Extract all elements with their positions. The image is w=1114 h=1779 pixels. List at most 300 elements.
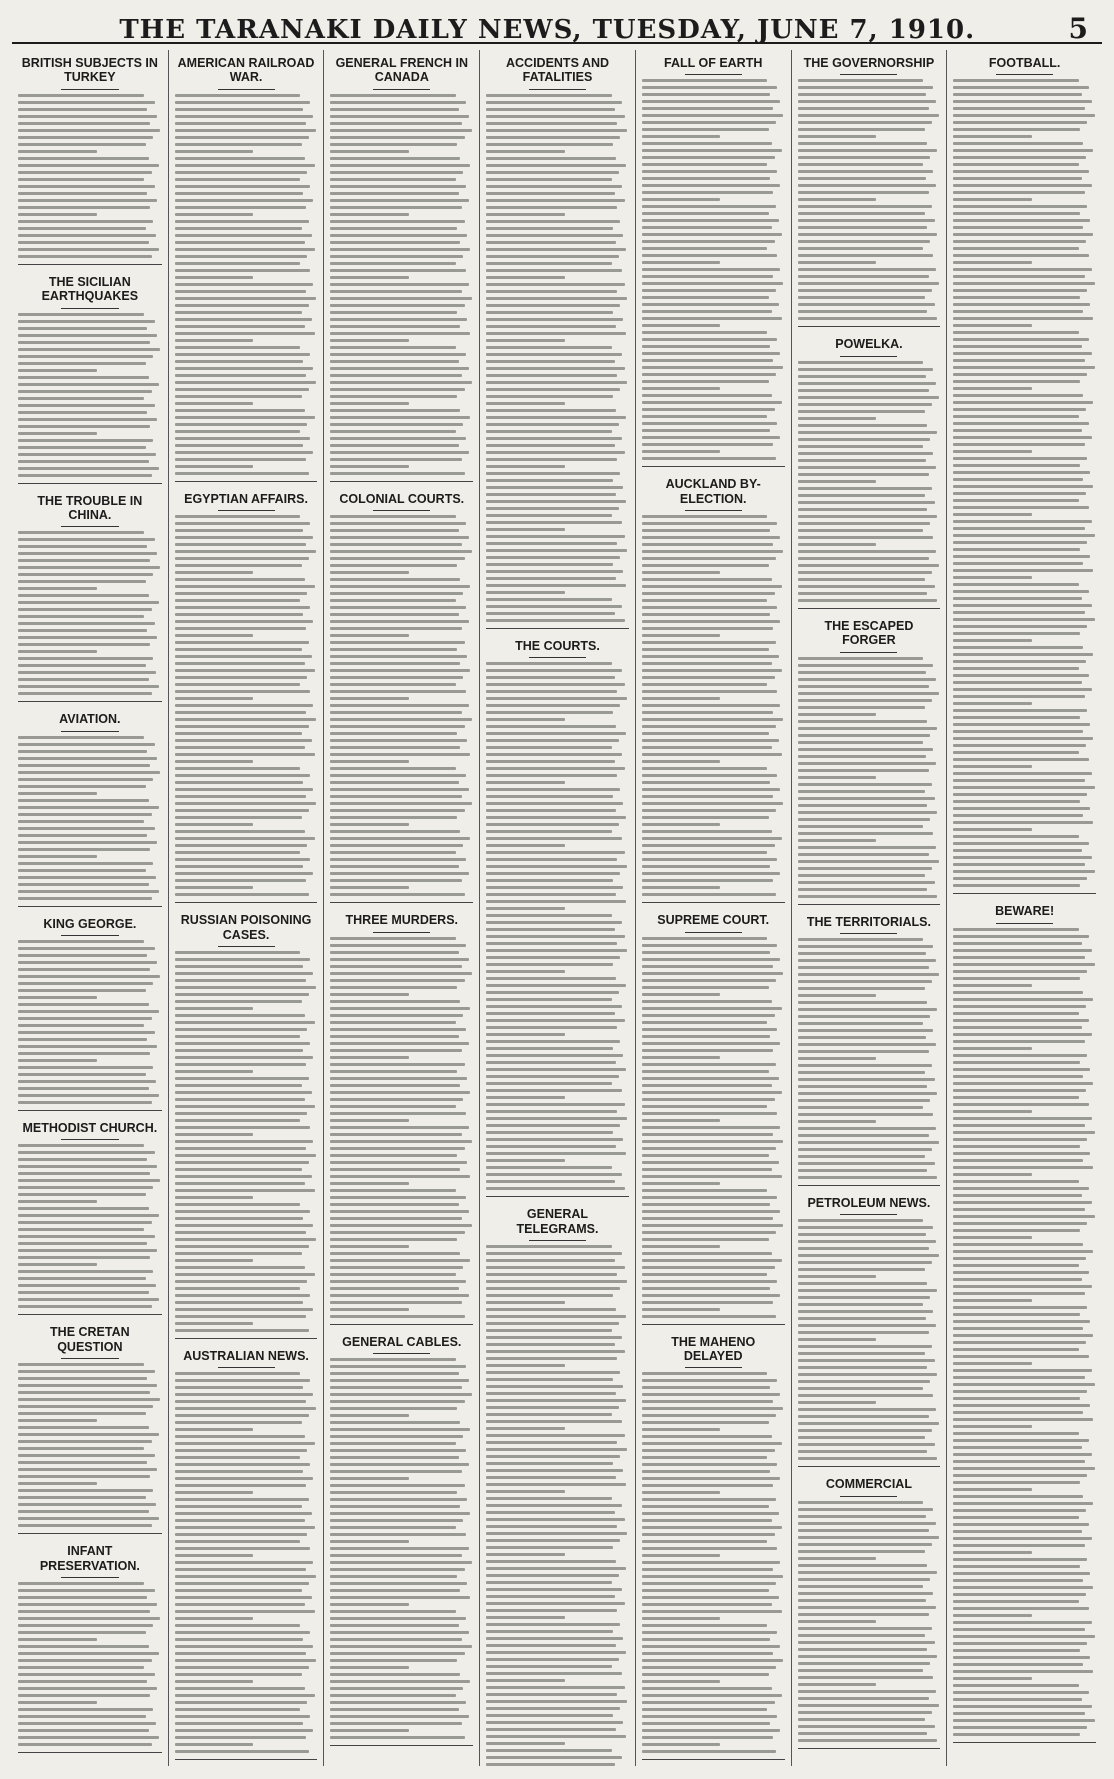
text-line xyxy=(175,1245,309,1248)
text-line xyxy=(330,1168,460,1171)
text-line xyxy=(175,1231,306,1234)
text-line xyxy=(486,1357,617,1360)
text-line xyxy=(798,1429,932,1432)
text-line xyxy=(175,648,302,651)
text-line xyxy=(486,879,613,882)
text-line xyxy=(486,584,626,587)
text-line xyxy=(798,282,939,285)
text-line xyxy=(330,437,466,440)
text-line xyxy=(642,1231,776,1234)
text-line xyxy=(18,1094,159,1097)
text-line xyxy=(175,1631,311,1634)
text-line xyxy=(175,1203,301,1206)
text-line xyxy=(330,844,463,847)
text-line xyxy=(642,641,776,644)
text-line xyxy=(18,1489,153,1492)
text-line xyxy=(18,608,152,611)
text-line xyxy=(486,1413,612,1416)
text-line xyxy=(18,1524,152,1527)
text-line xyxy=(486,1693,617,1696)
text-line xyxy=(486,1532,627,1535)
text-line xyxy=(642,1736,773,1739)
text-line xyxy=(798,1697,929,1700)
text-line xyxy=(642,1168,772,1171)
text-line xyxy=(175,1259,253,1262)
article-separator xyxy=(330,902,473,903)
text-line xyxy=(798,1571,938,1574)
text-line xyxy=(18,397,144,400)
article xyxy=(642,913,785,1324)
text-line xyxy=(798,727,938,730)
article xyxy=(18,917,162,1111)
text-line xyxy=(953,1719,1094,1722)
text-line xyxy=(798,1655,938,1658)
text-line xyxy=(642,422,778,425)
text-line xyxy=(18,446,146,449)
text-line xyxy=(642,380,769,383)
text-line xyxy=(798,1718,925,1721)
text-line xyxy=(953,1663,1083,1666)
text-line xyxy=(798,536,934,539)
text-line xyxy=(953,1208,1084,1211)
text-line xyxy=(642,1273,768,1276)
text-line xyxy=(18,1461,147,1464)
text-line xyxy=(18,757,157,760)
text-line xyxy=(642,205,776,208)
text-line xyxy=(330,802,471,805)
text-line xyxy=(175,951,301,954)
text-line xyxy=(642,1063,776,1066)
text-line xyxy=(175,620,313,623)
headline-rule xyxy=(61,1577,118,1578)
text-line xyxy=(330,388,464,391)
text-line xyxy=(798,445,924,448)
text-line xyxy=(175,795,306,798)
headline-rule xyxy=(529,89,586,90)
text-line xyxy=(953,1460,1084,1463)
text-line xyxy=(486,1054,623,1057)
text-line xyxy=(175,136,309,139)
text-line xyxy=(642,282,783,285)
text-line xyxy=(798,671,926,674)
text-line xyxy=(18,820,144,823)
text-line xyxy=(330,1540,408,1543)
text-line xyxy=(330,1687,463,1690)
text-line xyxy=(175,1308,313,1311)
text-line xyxy=(175,1680,253,1683)
text-line xyxy=(798,1443,935,1446)
article-separator xyxy=(642,902,785,903)
text-line xyxy=(798,1240,936,1243)
text-line xyxy=(798,289,932,292)
text-line xyxy=(642,606,778,609)
text-line xyxy=(953,1432,1079,1435)
text-line xyxy=(330,451,468,454)
text-line xyxy=(486,1012,614,1015)
text-line xyxy=(175,122,306,125)
text-line xyxy=(953,625,1087,628)
text-line xyxy=(798,1394,934,1397)
text-line xyxy=(798,804,928,807)
text-line xyxy=(642,1056,720,1059)
text-line xyxy=(642,746,772,749)
text-line xyxy=(953,401,1093,404)
text-line xyxy=(175,690,311,693)
article-separator xyxy=(330,1324,473,1325)
text-line xyxy=(486,325,616,328)
text-line xyxy=(798,368,934,371)
article-headline: POWELKA. xyxy=(835,337,903,352)
text-line xyxy=(330,1210,468,1213)
text-line xyxy=(486,1595,614,1598)
text-line xyxy=(175,634,253,637)
article-separator xyxy=(642,466,785,467)
text-line xyxy=(330,1238,457,1241)
text-line xyxy=(642,529,770,532)
text-line xyxy=(486,739,619,742)
text-line xyxy=(798,1120,876,1123)
text-line xyxy=(798,1071,925,1074)
text-line xyxy=(330,1056,408,1059)
text-line xyxy=(953,457,1087,460)
text-line xyxy=(953,1712,1084,1715)
text-line xyxy=(330,1294,468,1297)
text-line xyxy=(486,556,620,559)
text-line xyxy=(330,241,460,244)
text-line xyxy=(330,1393,471,1396)
text-line xyxy=(798,1233,926,1236)
text-line xyxy=(953,1628,1084,1631)
text-line xyxy=(175,1112,308,1115)
text-line xyxy=(330,1708,458,1711)
text-line xyxy=(953,681,1081,684)
text-line xyxy=(175,1294,311,1297)
text-line xyxy=(330,1694,456,1697)
text-line xyxy=(798,599,938,602)
text-line xyxy=(642,303,779,306)
text-line xyxy=(330,1582,467,1585)
text-line xyxy=(486,998,612,1001)
text-line xyxy=(953,163,1079,166)
article-headline: GENERAL CABLES. xyxy=(342,1334,462,1349)
text-line xyxy=(175,1175,312,1178)
text-line xyxy=(798,578,925,581)
text-line xyxy=(642,1470,770,1473)
text-line xyxy=(953,1061,1080,1064)
text-line xyxy=(175,711,306,714)
text-line xyxy=(330,830,460,833)
text-line xyxy=(642,1182,720,1185)
text-line xyxy=(330,1659,457,1662)
text-line xyxy=(175,402,253,405)
body-text-placeholder xyxy=(18,531,162,695)
text-line xyxy=(798,1578,931,1581)
text-line xyxy=(798,1261,932,1264)
text-line xyxy=(798,142,928,145)
text-line xyxy=(953,793,1087,796)
body-text-placeholder xyxy=(18,1582,162,1746)
headline-rule xyxy=(840,74,897,75)
text-line xyxy=(18,692,152,695)
text-line xyxy=(953,821,1093,824)
body-text-placeholder xyxy=(330,94,473,475)
text-line xyxy=(486,1131,613,1134)
text-line xyxy=(798,783,932,786)
text-line xyxy=(953,541,1087,544)
text-line xyxy=(486,276,564,279)
text-line xyxy=(642,522,778,525)
text-line xyxy=(486,1623,620,1626)
article-headline: RUSSIAN POISONING CASES. xyxy=(180,913,312,942)
text-line xyxy=(486,1560,616,1563)
text-line xyxy=(642,1540,768,1543)
text-line xyxy=(330,676,463,679)
text-line xyxy=(642,564,769,567)
text-line xyxy=(330,690,466,693)
text-line xyxy=(486,1700,627,1703)
text-line xyxy=(798,233,938,236)
text-line xyxy=(798,1331,929,1334)
text-line xyxy=(175,1428,253,1431)
text-line xyxy=(175,1140,313,1143)
text-line xyxy=(642,809,776,812)
text-line xyxy=(330,993,408,996)
text-line xyxy=(486,1040,620,1043)
text-line xyxy=(953,1264,1079,1267)
text-line xyxy=(330,1000,460,1003)
text-line xyxy=(175,1477,313,1480)
text-line xyxy=(953,387,1031,390)
text-line xyxy=(642,774,778,777)
text-line xyxy=(330,213,408,216)
text-line xyxy=(330,101,466,104)
text-line xyxy=(798,529,924,532)
text-line xyxy=(175,1561,313,1564)
text-line xyxy=(330,986,457,989)
article-separator xyxy=(642,1759,785,1760)
text-line xyxy=(953,1285,1091,1288)
text-line xyxy=(175,1694,315,1697)
text-line xyxy=(486,1763,614,1766)
text-line xyxy=(175,1659,316,1662)
text-line xyxy=(330,1372,458,1375)
text-line xyxy=(175,101,311,104)
article-headline: ACCIDENTS AND FATALITIES xyxy=(505,56,609,85)
text-line xyxy=(486,612,614,615)
text-line xyxy=(642,1154,769,1157)
text-line xyxy=(175,683,301,686)
article-separator xyxy=(798,326,941,327)
body-text-placeholder xyxy=(175,951,318,1332)
text-line xyxy=(642,1175,782,1178)
text-line xyxy=(486,1686,624,1689)
text-line xyxy=(175,1091,312,1094)
text-line xyxy=(175,1638,303,1641)
text-line xyxy=(18,1624,153,1627)
text-line xyxy=(330,150,408,153)
text-line xyxy=(798,994,876,997)
text-line xyxy=(486,1616,564,1619)
text-line xyxy=(486,451,624,454)
text-line xyxy=(486,1476,616,1479)
text-line xyxy=(18,1186,153,1189)
article xyxy=(330,56,473,482)
text-line xyxy=(18,834,147,837)
text-line xyxy=(486,472,620,475)
text-line xyxy=(798,1226,934,1229)
text-line xyxy=(953,359,1084,362)
text-line xyxy=(175,1126,311,1129)
text-line xyxy=(798,1373,938,1376)
text-line xyxy=(330,711,461,714)
text-line xyxy=(953,79,1079,82)
text-line xyxy=(642,802,783,805)
text-line xyxy=(642,1666,776,1669)
headline-rule xyxy=(840,1214,897,1215)
text-line xyxy=(330,1428,470,1431)
text-line xyxy=(486,725,616,728)
text-line xyxy=(953,786,1094,789)
text-line xyxy=(330,1701,466,1704)
text-line xyxy=(798,1627,932,1630)
body-text-placeholder xyxy=(798,1501,941,1742)
text-line xyxy=(953,1299,1031,1302)
text-line xyxy=(798,128,925,131)
text-line xyxy=(330,444,458,447)
text-line xyxy=(798,1690,936,1693)
text-line xyxy=(330,669,470,672)
text-line xyxy=(953,1488,1031,1491)
text-line xyxy=(953,380,1080,383)
text-line xyxy=(953,765,1031,768)
text-line xyxy=(486,283,624,286)
text-line xyxy=(330,465,408,468)
article-headline: COLONIAL COURTS. xyxy=(339,491,465,506)
text-line xyxy=(18,313,144,316)
text-line xyxy=(642,690,778,693)
text-line xyxy=(175,1063,306,1066)
text-line xyxy=(18,136,153,139)
text-line xyxy=(798,149,938,152)
text-line xyxy=(18,334,157,337)
text-line xyxy=(18,1207,149,1210)
text-line xyxy=(798,198,876,201)
article xyxy=(18,56,162,265)
text-line xyxy=(798,1015,931,1018)
text-line xyxy=(953,1362,1031,1365)
text-line xyxy=(642,655,779,658)
text-line xyxy=(486,711,613,714)
text-line xyxy=(330,1273,456,1276)
article-headline: COMMERCIAL xyxy=(825,1477,912,1492)
text-line xyxy=(798,1113,934,1116)
text-line xyxy=(642,979,776,982)
text-line xyxy=(798,1106,924,1109)
text-line xyxy=(330,1603,408,1606)
text-line xyxy=(486,956,620,959)
text-line xyxy=(798,184,936,187)
text-line xyxy=(175,332,315,335)
text-line xyxy=(18,1454,155,1457)
text-line xyxy=(798,1529,929,1532)
text-line xyxy=(18,320,155,323)
headline-rule xyxy=(61,1139,118,1140)
text-line xyxy=(642,830,772,833)
text-line xyxy=(330,1589,460,1592)
text-line xyxy=(642,1084,772,1087)
text-line xyxy=(798,1141,939,1144)
text-line xyxy=(486,1033,564,1036)
text-line xyxy=(18,996,97,999)
text-line xyxy=(175,1722,303,1725)
text-line xyxy=(798,494,925,497)
text-line xyxy=(486,788,620,791)
text-line xyxy=(798,1268,925,1271)
text-line xyxy=(486,802,623,805)
text-line xyxy=(486,690,617,693)
text-line xyxy=(486,528,564,531)
article-separator xyxy=(486,1196,629,1197)
text-line xyxy=(18,1645,149,1648)
text-line xyxy=(175,381,316,384)
text-line xyxy=(953,534,1094,537)
text-line xyxy=(175,241,305,244)
text-line xyxy=(175,1280,308,1283)
text-line xyxy=(642,1189,768,1192)
article xyxy=(175,913,318,1339)
text-line xyxy=(330,1035,458,1038)
text-line xyxy=(486,360,614,363)
text-line xyxy=(642,408,775,411)
text-line xyxy=(798,1064,932,1067)
text-line xyxy=(953,247,1079,250)
text-line xyxy=(486,844,564,847)
text-line xyxy=(953,1145,1080,1148)
text-line xyxy=(953,366,1094,369)
text-line xyxy=(798,487,932,490)
text-line xyxy=(18,157,149,160)
text-line xyxy=(486,465,564,468)
text-line xyxy=(798,1536,939,1539)
text-line xyxy=(798,1711,932,1714)
text-line xyxy=(953,394,1083,397)
text-line xyxy=(486,1644,616,1647)
text-line xyxy=(330,262,456,265)
text-line xyxy=(486,1588,622,1591)
text-line xyxy=(330,781,458,784)
text-line xyxy=(330,1407,457,1410)
text-line xyxy=(486,1742,564,1745)
text-line xyxy=(486,1378,613,1381)
text-line xyxy=(18,975,160,978)
text-line xyxy=(486,823,619,826)
text-line xyxy=(18,531,144,534)
text-line xyxy=(642,1147,776,1150)
text-line xyxy=(175,697,253,700)
text-line xyxy=(642,1070,769,1073)
text-line xyxy=(330,1568,464,1571)
article-headline: INFANT PRESERVATION. xyxy=(39,1544,140,1573)
text-line xyxy=(330,879,461,882)
text-line xyxy=(486,409,616,412)
text-line xyxy=(642,1379,778,1382)
text-line xyxy=(486,1124,620,1127)
text-line xyxy=(18,750,147,753)
text-line xyxy=(175,1049,303,1052)
text-line xyxy=(486,1406,619,1409)
text-line xyxy=(798,1676,934,1679)
text-line xyxy=(18,1433,159,1436)
